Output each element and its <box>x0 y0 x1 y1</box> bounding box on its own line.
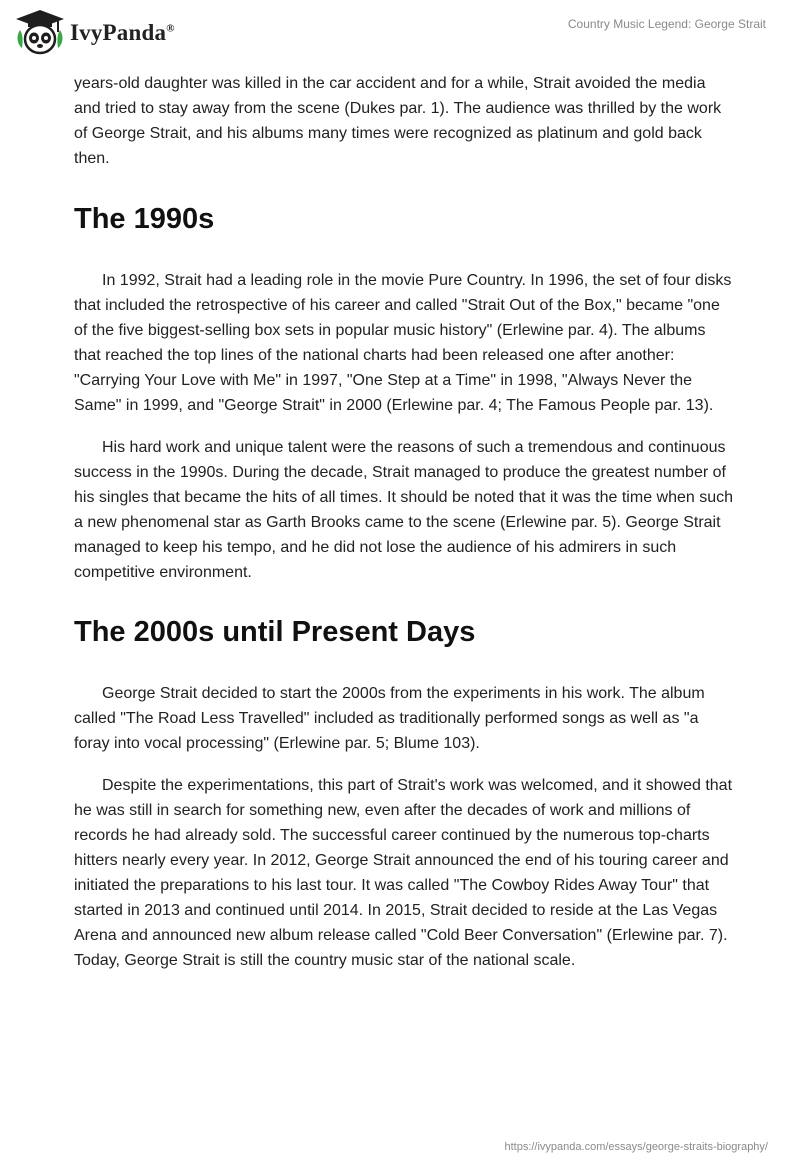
page-header <box>0 0 800 70</box>
panda-graduate-icon <box>14 8 66 58</box>
intro-paragraph: years-old daughter was killed in the car accident and for a while, Strait avoided the media and tried to stay away from the scene (Dukes par. 1). The audience was thrilled by the work of George Strait, and his albums many times were recognized as platinum and gold back then. <box>74 75 722 167</box>
document-title: Country Music Legend: George Strait <box>567 17 766 31</box>
section-heading-1990s: The 1990s <box>74 203 215 235</box>
section-heading-2000s: The 2000s until Present Days <box>74 616 476 648</box>
paragraph: George Strait decided to start the 2000s from the experiments in his work. The album called "The Road Less Travelled" included as traditionally performed songs as well as "a foray into vocal processing" (Erlewine par. 5; Blume 103). <box>74 685 705 752</box>
paragraph: Despite the experimentations, this part of Strait's work was welcomed, and it showed that he was still in search for something new, even after the decades of work and millions of records he had already sold. The successful career continued by the numerous top-charts hitters nearly every year. In 2012, George Strait announced the end of his touring career and initiated the preparations to his last tour. It was called "The Cowboy Rides Away Tour" that started in 2013 and continued until 2014. In 2015, Strait decided to reside at the Las Vegas Arena and announced new album release called "Cold Beer Conversation" (Erlewine par. 7). Today, George Strait is still the country music star of the national scale. <box>74 777 733 969</box>
paragraph: His hard work and unique talent were the reasons of such a tremendous and continuous success in the 1990s. During the decade, Strait managed to produce the greatest number of his singles that became the hits of all times. It should be noted that it was the time when such a new phenomenal star as Garth Brooks came to the scene (Erlewine par. 5). George Strait managed to keep his tempo, and he did not lose the audience of his admirers in such competitive environment. <box>74 439 734 581</box>
paragraph: In 1992, Strait had a leading role in the movie Pure Country. In 1996, the set of four disks that included the retrospective of his career and called "Strait Out of the Box," became "one of the five biggest-selling box sets in popular music history" (Erlewine par. 4). The albums that reached the top lines of the national charts had been released one after another: "Carrying Your Love with Me" in 1997, "One Step at a Time" in 1998, "Always Never the Same" in 1999, and "George Strait" in 2000 (Erlewine par. 4; The Famous People par. 13). <box>74 272 732 414</box>
source-url-link[interactable]: https://ivypanda.com/essays/george-straits-biography/ <box>504 1141 768 1153</box>
ivypanda-logo[interactable] <box>14 8 175 58</box>
brand-name: IvyPanda® <box>70 20 175 45</box>
article-body <box>74 71 734 973</box>
